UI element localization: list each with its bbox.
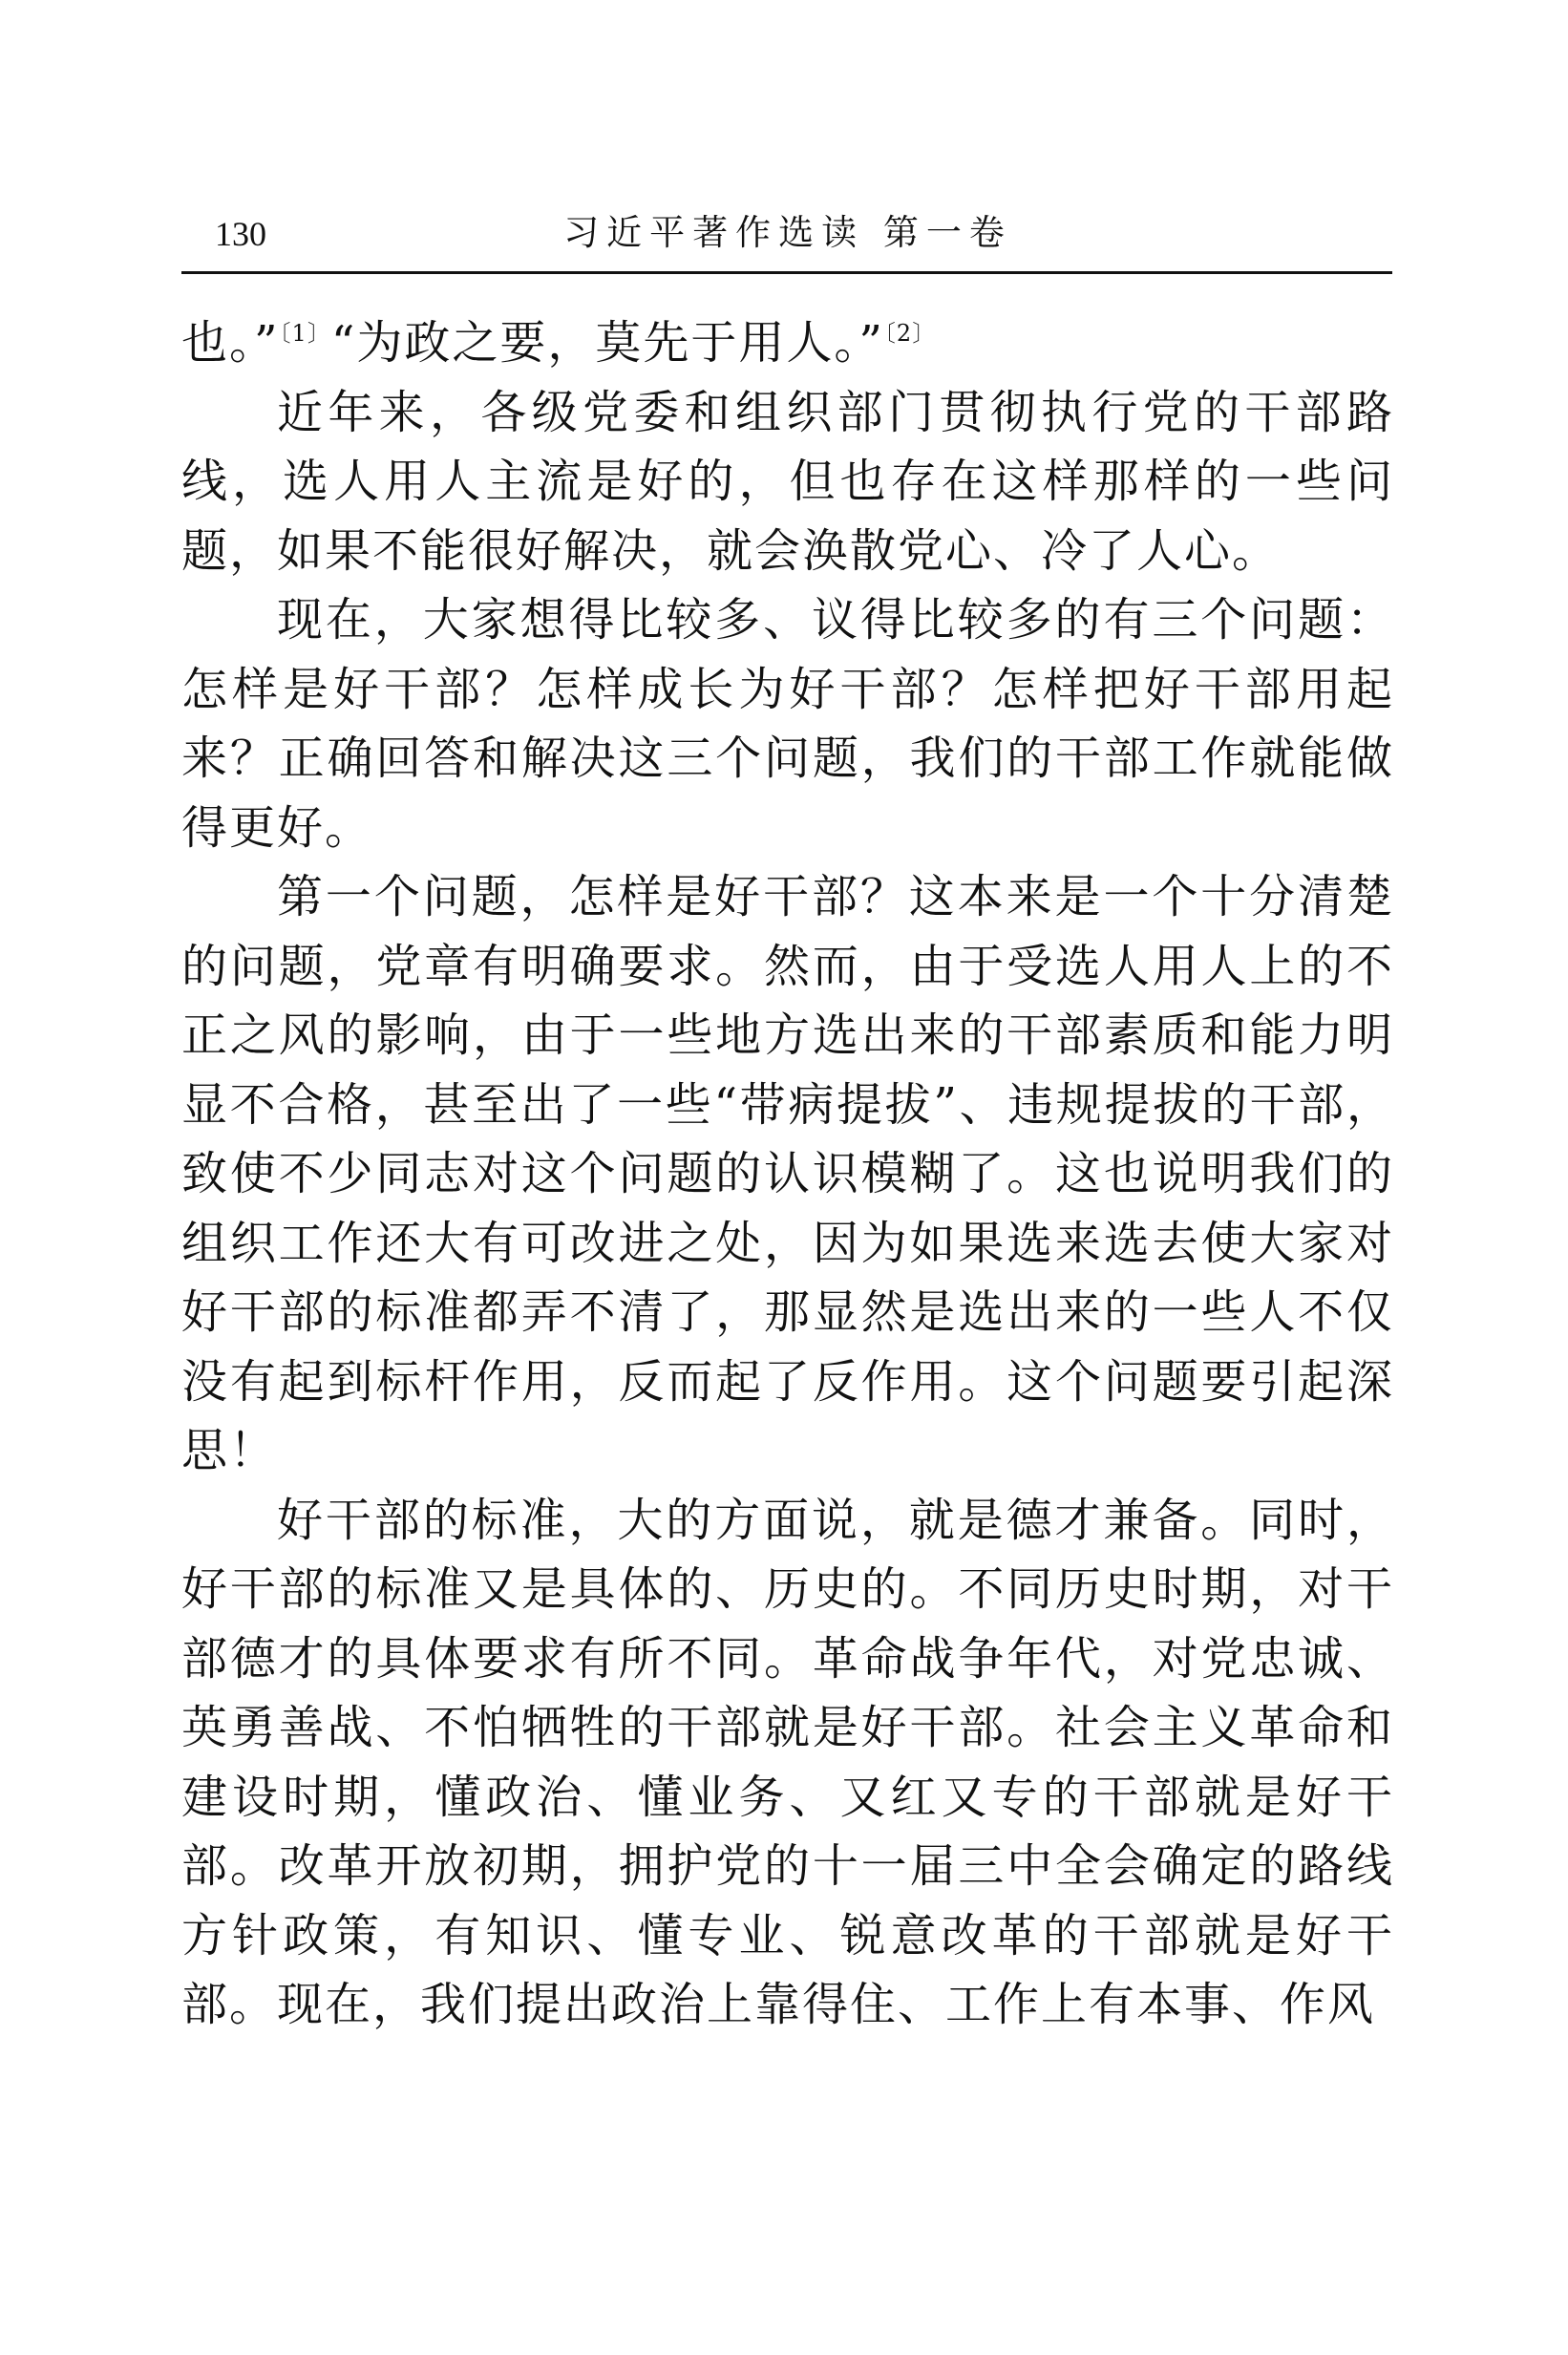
page-number: 130 — [215, 215, 266, 253]
paragraph: 好干部的标准，大的方面说，就是德才兼备。同时，好干部的标准又是具体的、历史的。不同历史时期，对干部德才的具体要求有所不同。革命战争年代，对党忠诚、英勇善战、不怕牺牲的干部就是好干部。社会主义革命和建设时期，懂政治、懂业务、又红又专的干部就是好干部。改革开放初期，拥护党的十一届三中全会确定的路线方针政策，有知识、懂专业、锐意改革的干部就是好干部。现在，我们提出政治上靠得住、工作上有本事、作风 — [181, 1493, 1394, 2031]
header-rule — [181, 271, 1392, 274]
footnote-ref-2[interactable]: 〔2〕 — [883, 320, 937, 347]
paragraph: 第一个问题，怎样是好干部？这本来是一个十分清楚的问题，党章有明确要求。然而，由于受选人用人上的不正之风的影响，由于一些地方选出来的干部素质和能力明显不合格，甚至出了一些“带病提拔”、违规提拔的干部，致使不少同志对这个问题的认识模糊了。这也说明我们的组织工作还大有可改进之处，因为如果选来选去使大家对好干部的标准都弄不清了，那显然是选出来的一些人不仅没有起到标杆作用，反而起了反作用。这个问题要引起深思！ — [181, 870, 1394, 1477]
paragraph-continued — [181, 308, 1394, 378]
paragraph-text: 也。” — [181, 316, 280, 370]
body-text — [181, 308, 1394, 2040]
footnote-ref-1[interactable]: 〔1〕 — [279, 320, 331, 347]
page-header — [181, 205, 1394, 272]
paragraph-text: “为政之要，莫先于用人。” — [330, 316, 884, 370]
paragraph: 现在，大家想得比较多、议得比较多的有三个问题：怎样是好干部？怎样成长为好干部？怎样把好干部用起来？正确回答和解决这三个问题，我们的干部工作就能做得更好。 — [181, 593, 1394, 855]
paragraph: 近年来，各级党委和组织部门贯彻执行党的干部路线，选人用人主流是好的，但也存在这样那样的一些问题，如果不能很好解决，就会涣散党心、冷了人心。 — [181, 385, 1394, 578]
running-title: 习近平著作选读 第一卷 — [563, 212, 1012, 253]
